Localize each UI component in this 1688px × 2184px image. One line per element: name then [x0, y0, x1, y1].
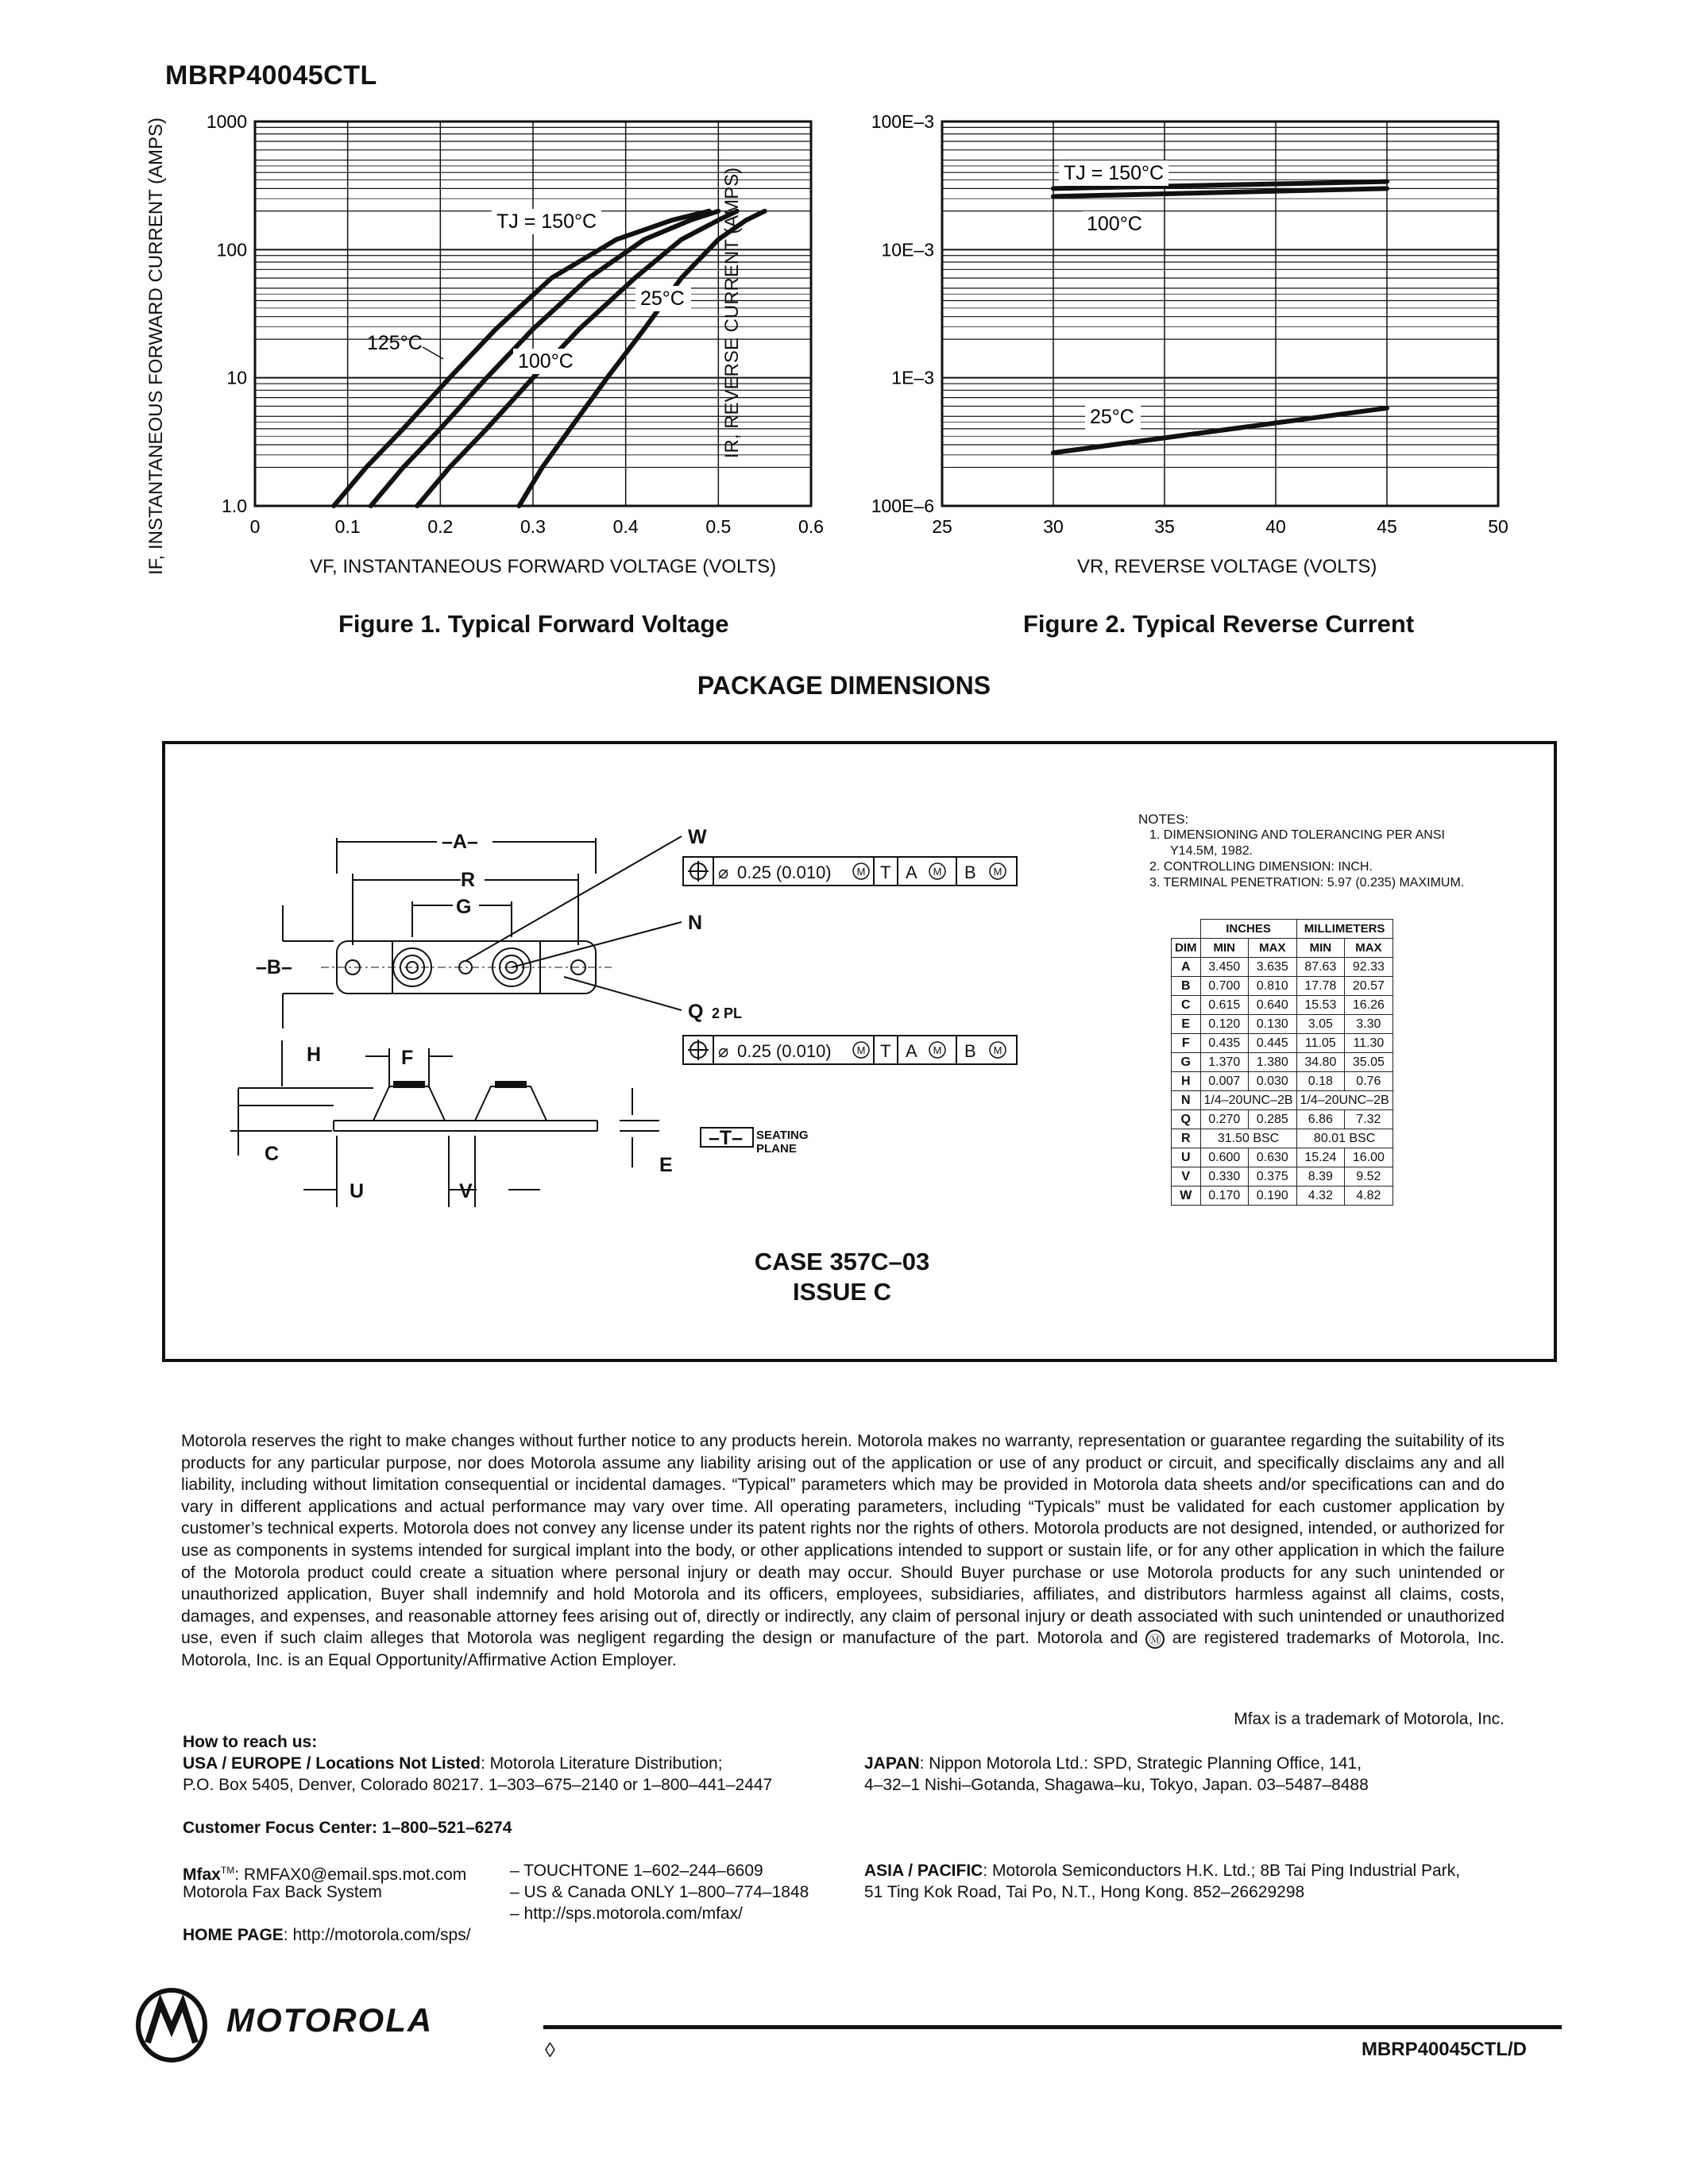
table-cell: 0.120: [1200, 1015, 1249, 1034]
dimension-table: [1171, 919, 1393, 1206]
seating-label-2: PLANE: [756, 1142, 797, 1156]
x-tick-label: 45: [1377, 516, 1397, 537]
document-number: MBRP40045CTL/D: [1361, 2039, 1527, 2060]
table-row: [1172, 1129, 1393, 1148]
table-cell: 0.375: [1249, 1167, 1297, 1187]
table-cell: 15.24: [1296, 1148, 1345, 1167]
mmc-modifier-icon: M: [933, 1044, 942, 1056]
table-row: [1172, 1110, 1393, 1129]
contact-right: [864, 1753, 1532, 1903]
y-tick-label: 1000: [206, 111, 247, 132]
motorola-brand: MOTOROLA: [226, 2001, 434, 2039]
x-tick-label: 0.3: [520, 516, 546, 537]
part-number-header: MBRP40045CTL: [165, 60, 377, 91]
table-cell: 35.05: [1345, 1053, 1393, 1072]
fcf1-tolerance: 0.25 (0.010): [737, 862, 832, 882]
usa-text: : Motorola Literature Distribution;: [480, 1754, 723, 1773]
figure-2-ylabel: IR, REVERSE CURRENT (AMPS): [721, 167, 743, 459]
table-cell: G: [1172, 1053, 1201, 1072]
table-cell: 34.80: [1296, 1053, 1345, 1072]
col-mm-max: MAX: [1345, 939, 1393, 958]
table-row: [1172, 1091, 1393, 1110]
disclaimer-end: are registered trademarks of Motorola, Inc. Motorola, Inc. is an Equal Opportunity/Affirmative Action Employer.: [181, 1629, 1505, 1669]
fcf2-b: B: [964, 1041, 976, 1061]
table-cell: 1/4–20UNC–2B: [1296, 1091, 1393, 1110]
table-cell: 16.26: [1345, 996, 1393, 1015]
table-cell: 31.50 BSC: [1200, 1129, 1296, 1148]
diameter-icon: ⌀: [718, 862, 729, 882]
table-cell: E: [1172, 1015, 1201, 1034]
mmc-modifier-icon: M: [856, 1044, 866, 1056]
table-cell: 1.380: [1249, 1053, 1297, 1072]
mfax-label: Mfax: [183, 1866, 221, 1884]
table-cell: 0.285: [1249, 1110, 1297, 1129]
col-in-max: MAX: [1249, 939, 1297, 958]
x-tick-label: 40: [1265, 516, 1286, 537]
fax-back: Motorola Fax Back System: [183, 1883, 382, 1901]
diameter-icon: ⌀: [718, 1041, 729, 1061]
table-cell: R: [1172, 1129, 1201, 1148]
fcf2-tolerance: 0.25 (0.010): [737, 1041, 832, 1061]
dim-label-c: C: [265, 1143, 280, 1165]
table-cell: 0.18: [1296, 1072, 1345, 1091]
dim-label-h: H: [307, 1044, 322, 1066]
y-tick-label: 1.0: [222, 496, 247, 516]
table-cell: 0.640: [1249, 996, 1297, 1015]
table-cell: Q: [1172, 1110, 1201, 1129]
series-annotation: 25°C: [1090, 406, 1134, 428]
table-cell: F: [1172, 1034, 1201, 1053]
how-to-reach: How to reach us:: [183, 1733, 318, 1751]
table-cell: 15.53: [1296, 996, 1345, 1015]
table-cell: 0.170: [1200, 1187, 1249, 1206]
table-cell: 20.57: [1345, 977, 1393, 996]
table-cell: C: [1172, 996, 1201, 1015]
table-row: [1172, 1034, 1393, 1053]
fcf2-a: A: [906, 1041, 917, 1061]
table-cell: 1.370: [1200, 1053, 1249, 1072]
japan-label: JAPAN: [864, 1754, 920, 1773]
dim-label-e: E: [659, 1154, 673, 1176]
figure-2-xlabel: VR, REVERSE VOLTAGE (VOLTS): [1077, 556, 1377, 577]
fcf1-b: B: [964, 862, 976, 882]
table-cell: 0.330: [1200, 1167, 1249, 1187]
fcf1-t: T: [880, 862, 891, 882]
japan-address: 4–32–1 Nishi–Gotanda, Shagawa–ku, Tokyo, Japan. 03–5487–8488: [864, 1776, 1369, 1794]
dim-label-u: U: [350, 1180, 365, 1202]
table-cell: 0.030: [1249, 1072, 1297, 1091]
asia-label: ASIA / PACIFIC: [864, 1862, 983, 1880]
table-cell: 92.33: [1345, 958, 1393, 977]
series-annotation: 100°C: [518, 350, 574, 372]
table-cell: 0.445: [1249, 1034, 1297, 1053]
table-cell: 0.600: [1200, 1148, 1249, 1167]
table-cell: 0.270: [1200, 1110, 1249, 1129]
japan-text: : Nippon Motorola Ltd.: SPD, Strategic Planning Office, 141,: [919, 1754, 1362, 1773]
dim-label-g: G: [456, 896, 472, 918]
table-cell: 87.63: [1296, 958, 1345, 977]
table-cell: 0.190: [1249, 1187, 1297, 1206]
disclaimer: [181, 1430, 1505, 1672]
mmc-modifier-icon: M: [993, 1044, 1002, 1056]
table-cell: 0.615: [1200, 996, 1249, 1015]
disclaimer-text: Motorola reserves the right to make changes without further notice to any products herein. Motorola makes no warranty, representation or guarantee regarding the suitability of its products for any particular purpose, nor does Motorola assume any liability arising out of the application or use of any product or circuit, and specifically disclaims any and all liability, including without limitation consequential or incidental damages. “Typical” parameters which may be provided in Motorola data sheets and/or specifications can and do vary in different applications and actual performance may vary over time. All operating parameters, including “Typicals” must be validated for each customer application by customer’s technical experts. Motorola does not convey any license under its patent rights nor the rights of others. Motorola products are not designed, intended, or authorized for use as components in systems intended for surgical implant into the body, or other applications intended to support or sustain life, or for any other application in which the failure of the Motorola product could create a situation where personal injury or death may occur. Should Buyer purchase or use Motorola products for any such unintended or unauthorized application, Buyer shall indemnify and hold Motorola and its officers, employees, subsidiaries, affiliates, and distributors harmless against all claims, costs, damages, and expenses, and reasonable attorney fees arising out of, directly or indirectly, any claim of personal injury or death associated with such unintended or unauthorized use, even if such claim alleges that Motorola was negligent regarding the design or manufacture of the part. Motorola and: [181, 1432, 1505, 1648]
table-cell: H: [1172, 1072, 1201, 1091]
table-cell: 11.30: [1345, 1034, 1393, 1053]
table-cell: 3.05: [1296, 1015, 1345, 1034]
note-line: 1. DIMENSIONING AND TOLERANCING PER ANSI: [1149, 828, 1445, 842]
table-cell: 16.00: [1345, 1148, 1393, 1167]
figure-1-ylabel: IF, INSTANTANEOUS FORWARD CURRENT (AMPS): [145, 117, 167, 576]
table-cell: 0.130: [1249, 1015, 1297, 1034]
x-tick-label: 0.4: [612, 516, 639, 537]
home-label: HOME PAGE: [183, 1926, 284, 1944]
table-cell: 9.52: [1345, 1167, 1393, 1187]
table-cell: U: [1172, 1148, 1201, 1167]
table-row: [1172, 1053, 1393, 1072]
figure-1-xlabel: VF, INSTANTANEOUS FORWARD VOLTAGE (VOLTS): [310, 556, 777, 577]
table-cell: 80.01 BSC: [1296, 1129, 1393, 1148]
y-tick-label: 100E–3: [871, 111, 934, 132]
dim-label-v: V: [459, 1180, 473, 1202]
table-cell: 1/4–20UNC–2B: [1200, 1091, 1296, 1110]
col-mm-min: MIN: [1296, 939, 1345, 958]
customer-focus: Customer Focus Center: 1–800–521–6274: [183, 1819, 512, 1837]
table-cell: 4.82: [1345, 1187, 1393, 1206]
table-cell: V: [1172, 1167, 1201, 1187]
table-row: [1172, 1187, 1393, 1206]
table-cell: 0.630: [1249, 1148, 1297, 1167]
table-cell: 0.700: [1200, 977, 1249, 996]
table-cell: B: [1172, 977, 1201, 996]
series-annotation: TJ = 150°C: [1064, 162, 1165, 184]
x-tick-label: 0.5: [705, 516, 732, 537]
table-cell: 0.810: [1249, 977, 1297, 996]
footer-rule: [543, 2025, 1562, 2029]
seating-label-1: SEATING: [756, 1129, 809, 1142]
usa-address: P.O. Box 5405, Denver, Colorado 80217. 1–303–675–2140 or 1–800–441–2447: [183, 1776, 773, 1794]
dim-label-t: –T–: [709, 1127, 744, 1149]
col-in-min: MIN: [1200, 939, 1249, 958]
dim-label-w: W: [688, 826, 707, 848]
package-notes: [1138, 812, 1464, 891]
dim-label-f: F: [401, 1047, 414, 1069]
x-tick-label: 0.6: [798, 516, 824, 537]
y-tick-label: 1E–3: [891, 367, 934, 388]
table-row: [1172, 1015, 1393, 1034]
figure-2-caption: Figure 2. Typical Reverse Current: [1023, 610, 1415, 638]
table-cell: 3.450: [1200, 958, 1249, 977]
table-cell: 3.30: [1345, 1015, 1393, 1034]
dim-label-q: Q: [688, 1001, 704, 1023]
table-cell: 3.635: [1249, 958, 1297, 977]
dim-label-a: –A–: [442, 831, 478, 853]
mfax-touchtone: – TOUCHTONE 1–602–244–6609: [510, 1862, 763, 1880]
table-cell: 17.78: [1296, 977, 1345, 996]
table-row: [1172, 1072, 1393, 1091]
series-annotation: 100°C: [1087, 213, 1142, 235]
x-tick-label: 30: [1043, 516, 1064, 537]
usa-label: USA / EUROPE / Locations Not Listed: [183, 1754, 481, 1773]
mmc-modifier-icon: M: [856, 866, 866, 878]
note-line: 3. TERMINAL PENETRATION: 5.97 (0.235) MAXIMUM.: [1149, 876, 1465, 889]
asia-text: : Motorola Semiconductors H.K. Ltd.; 8B Tai Ping Industrial Park,: [983, 1862, 1461, 1880]
y-tick-label: 100E–6: [871, 496, 934, 516]
x-tick-label: 0: [249, 516, 261, 537]
table-cell: 6.86: [1296, 1110, 1345, 1129]
table-row: [1172, 1148, 1393, 1167]
series-annotation: 125°C: [367, 332, 423, 354]
mfax-trademark: Mfax is a trademark of Motorola, Inc.: [1234, 1710, 1505, 1728]
table-cell: 4.32: [1296, 1187, 1345, 1206]
table-cell: 0.76: [1345, 1072, 1393, 1091]
table-cell: A: [1172, 958, 1201, 977]
table-row: [1172, 1167, 1393, 1187]
fcf1-a: A: [906, 862, 917, 882]
dim-label-r: R: [461, 869, 476, 891]
case-issue: ISSUE C: [792, 1278, 892, 1306]
case-number: CASE 357C–03: [754, 1248, 930, 1275]
x-tick-label: 0.2: [427, 516, 454, 537]
two-places-label: 2 PL: [712, 1005, 743, 1021]
fax-us: – US & Canada ONLY 1–800–774–1848: [510, 1883, 809, 1901]
notes-title: NOTES:: [1138, 812, 1189, 827]
package-dimensions-title: PACKAGE DIMENSIONS: [697, 671, 991, 700]
dim-label-n: N: [688, 912, 703, 934]
series-annotation: 25°C: [640, 287, 685, 310]
table-cell: N: [1172, 1091, 1201, 1110]
table-cell: W: [1172, 1187, 1201, 1206]
table-row: [1172, 996, 1393, 1015]
x-tick-label: 50: [1488, 516, 1508, 537]
diamond-icon: ◊: [545, 2038, 555, 2062]
x-tick-label: 25: [932, 516, 952, 537]
inches-header: INCHES: [1200, 920, 1296, 939]
table-cell: 11.05: [1296, 1034, 1345, 1053]
note-line: Y14.5M, 1982.: [1170, 844, 1253, 858]
asia-address: 51 Ting Kok Road, Tai Po, N.T., Hong Kong. 852–26629298: [864, 1883, 1305, 1901]
millimeters-header: MILLIMETERS: [1296, 920, 1393, 939]
motorola-logo-icon: [132, 1985, 211, 2065]
mfax-tm: TM: [220, 1865, 235, 1876]
x-tick-label: 0.1: [334, 516, 361, 537]
dim-label-b: –B–: [256, 956, 292, 978]
col-dim: DIM: [1172, 939, 1201, 958]
series-annotation: TJ = 150°C: [496, 210, 597, 233]
table-cell: 0.007: [1200, 1072, 1249, 1091]
y-tick-label: 100: [216, 239, 247, 260]
mmc-modifier-icon: M: [993, 866, 1002, 878]
x-tick-label: 35: [1154, 516, 1175, 537]
fax-url: – http://sps.motorola.com/mfax/: [510, 1904, 743, 1923]
table-cell: 7.32: [1345, 1110, 1393, 1129]
case-label: [604, 1247, 1080, 1307]
figure-1-caption: Figure 1. Typical Forward Voltage: [338, 610, 729, 638]
table-row: [1172, 977, 1393, 996]
table-row: [1172, 958, 1393, 977]
note-line: 2. CONTROLLING DIMENSION: INCH.: [1149, 860, 1373, 874]
home-url[interactable]: : http://motorola.com/sps/: [283, 1926, 471, 1944]
motorola-mark-icon: Ⓜ: [1145, 1630, 1165, 1649]
contact-left: [183, 1731, 866, 1946]
fcf2-t: T: [880, 1041, 891, 1061]
y-tick-label: 10: [226, 367, 247, 388]
table-cell: 0.435: [1200, 1034, 1249, 1053]
mmc-modifier-icon: M: [933, 866, 942, 878]
y-tick-label: 10E–3: [881, 239, 934, 260]
mfax-email: : RMFAX0@email.sps.mot.com: [234, 1866, 467, 1884]
table-cell: 8.39: [1296, 1167, 1345, 1187]
